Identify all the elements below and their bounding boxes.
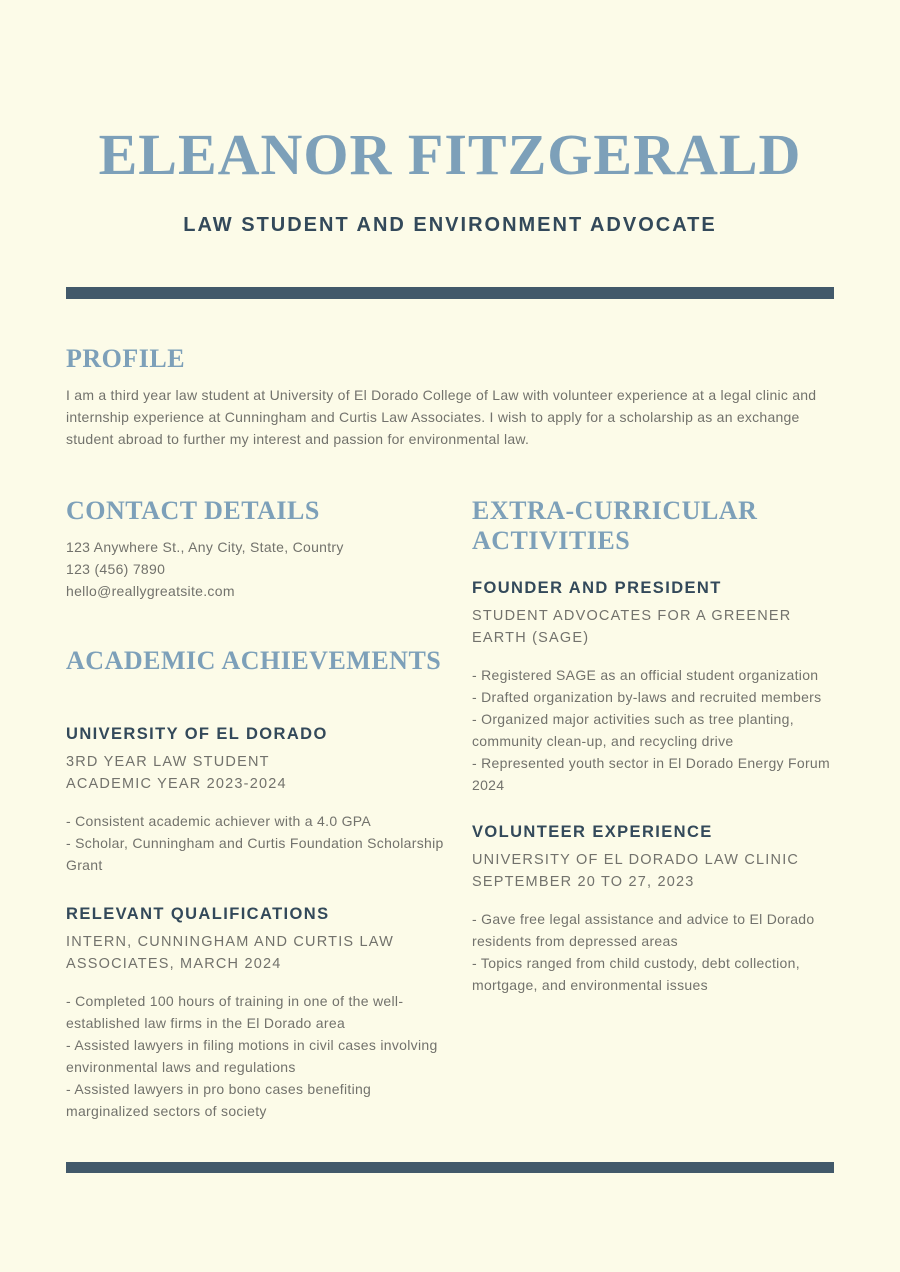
resume-header — [66, 0, 834, 237]
university-title: UNIVERSITY OF EL DORADO — [66, 725, 328, 743]
page-title: ELEANOR FITZGERALD — [98, 122, 802, 187]
bullet-item: - Represented youth sector in El Dorado Energy Forum 2024 — [472, 755, 830, 793]
contact-address: 123 Anywhere St., Any City, State, Country — [66, 539, 344, 555]
university-subline: 3RD YEAR LAW STUDENT — [66, 754, 270, 770]
bottom-divider — [66, 1162, 834, 1173]
volunteer-subline: UNIVERSITY OF EL DORADO LAW CLINIC — [472, 852, 800, 868]
bullet-item: - Gave free legal assistance and advice to El Dorado residents from depressed areas — [472, 911, 815, 949]
bullet-item: - Assisted lawyers in pro bono cases benefiting marginalized sectors of society — [66, 1081, 372, 1119]
top-divider — [66, 287, 834, 299]
volunteer-title: VOLUNTEER EXPERIENCE — [472, 823, 713, 841]
university-bullets — [66, 810, 445, 876]
academic-entry-qualifications — [66, 904, 445, 1122]
contact-phone: 123 (456) 7890 — [66, 561, 166, 577]
founder-bullets — [472, 664, 834, 796]
extracurricular-section — [472, 496, 834, 996]
contact-heading: CONTACT DETAILS — [66, 496, 320, 525]
contact-section — [66, 496, 445, 602]
extracurricular-entry-volunteer — [472, 822, 834, 996]
volunteer-sublines — [472, 849, 834, 893]
bullet-item: - Consistent academic achiever with a 4.0 GPA — [66, 813, 372, 829]
bullet-item: - Topics ranged from child custody, debt collection, mortgage, and environmental issues — [472, 955, 800, 993]
tagline: LAW STUDENT AND ENVIRONMENT ADVOCATE — [183, 214, 717, 236]
extracurricular-entry-founder — [472, 578, 834, 796]
bullet-item: - Organized major activities such as tree planting, community clean-up, and recycling drive — [472, 711, 794, 749]
contact-email: hello@reallygreatsite.com — [66, 583, 235, 599]
qualifications-sublines — [66, 931, 445, 975]
bullet-item: - Assisted lawyers in filing motions in civil cases involving environmental laws and regulations — [66, 1037, 438, 1075]
bullet-item: - Scholar, Cunningham and Curtis Foundation Scholarship Grant — [66, 835, 444, 873]
volunteer-subline: SEPTEMBER 20 TO 27, 2023 — [472, 874, 695, 890]
qualifications-subline: INTERN, CUNNINGHAM AND CURTIS LAW ASSOCIATES, MARCH 2024 — [66, 934, 395, 972]
two-column-layout — [66, 496, 834, 1122]
profile-heading: PROFILE — [66, 344, 186, 373]
founder-subline: STUDENT ADVOCATES FOR A GREENER EARTH (SAGE) — [472, 608, 792, 646]
founder-sublines — [472, 605, 834, 649]
bullet-item: - Drafted organization by-laws and recruited members — [472, 689, 822, 705]
right-column — [472, 496, 834, 1122]
volunteer-bullets — [472, 908, 834, 996]
contact-lines — [66, 536, 445, 602]
bullet-item: - Completed 100 hours of training in one of the well-established law firms in the El Dorado area — [66, 993, 404, 1031]
qualifications-title: RELEVANT QUALIFICATIONS — [66, 905, 330, 923]
left-column — [66, 496, 445, 1122]
academic-heading: ACADEMIC ACHIEVEMENTS — [66, 646, 442, 675]
profile-section — [66, 344, 834, 450]
academic-section — [66, 646, 445, 1122]
extracurricular-heading: EXTRA-CURRICULAR ACTIVITIES — [472, 496, 758, 555]
profile-text: I am a third year law student at University of El Dorado College of Law with volunteer experience at a legal clinic and internship experience at Cunningham and Curtis Law Associates. I wish to apply for a scholarship as an exchange student abroad to further my interest and passion for environmental law. — [66, 387, 817, 447]
founder-title: FOUNDER AND PRESIDENT — [472, 579, 722, 597]
academic-entry-university — [66, 724, 445, 876]
university-sublines — [66, 751, 445, 795]
bullet-item: - Registered SAGE as an official student organization — [472, 667, 819, 683]
qualifications-bullets — [66, 990, 445, 1122]
university-subline: ACADEMIC YEAR 2023-2024 — [66, 776, 287, 792]
